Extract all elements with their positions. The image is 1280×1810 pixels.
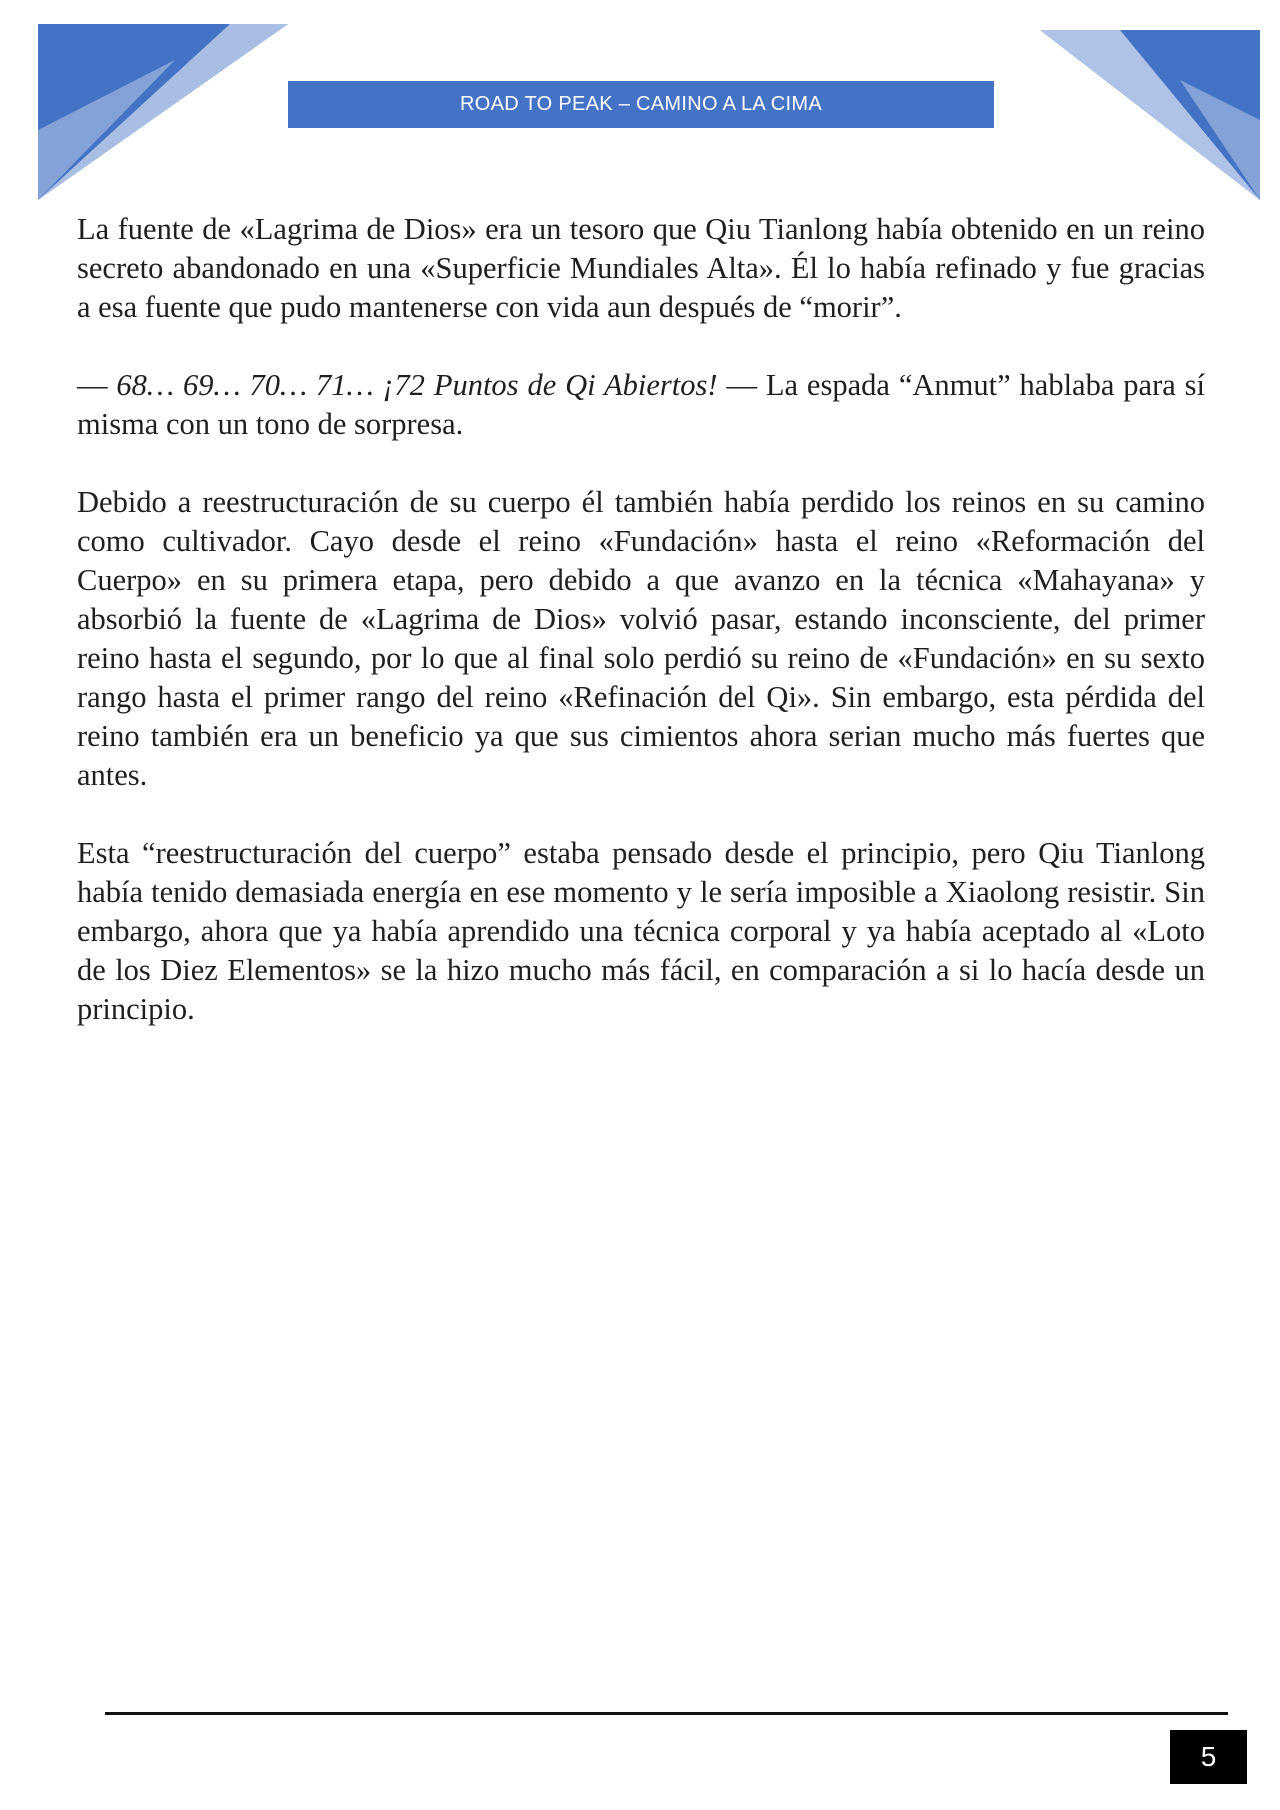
paragraph-2: [77, 366, 1205, 444]
header-corner-decoration-right: [990, 0, 1280, 210]
paragraph-1: La fuente de «Lagrima de Dios» era un tesoro que Qiu Tianlong había obtenido en un reino secreto abandonado en una «Superficie Mundiales Alta». Él lo había refinado y fue gracias a esa fuente que pudo mantenerse con vida aun después de “morir”.: [77, 212, 1205, 324]
header-corner-decoration-left: [0, 0, 300, 200]
paragraph-3: Debido a reestructuración de su cuerpo él también había perdido los reinos en su camino como cultivador. Cayo desde el reino «Fundación» hasta el reino «Reformación del Cuerpo» en su primera etapa, pero debido a que avanzo en la técnica «Mahayana» y absorbió la fuente de «Lagrima de Dios» volvió pasar, estando inconsciente, del primer reino hasta el segundo, por lo que al final solo perdió su reino de «Fundación» en su sexto rango hasta el primer rango del reino «Refinación del Qi». Sin embargo, esta pérdida del reino también era un beneficio ya que sus cimientos ahora serian mucho más fuertes que antes.: [77, 485, 1205, 792]
chapter-body: [77, 210, 1205, 1068]
dialogue-italic: 68… 69… 70… 71… ¡72 Puntos de Qi Abiertos!: [116, 368, 718, 402]
dialogue-narration: — La espada “Anmut” hablaba para sí misma con un tono de sorpresa.: [77, 368, 1206, 441]
header-title-banner: ROAD TO PEAK – CAMINO A LA CIMA: [288, 81, 994, 128]
paragraph-4: Esta “reestructuración del cuerpo” estaba pensado desde el principio, pero Qiu Tianlong había tenido demasiada energía en ese momento y le sería imposible a Xiaolong resistir. Sin embargo, ahora que ya había aprendido una técnica corporal y ya había aceptado al «Loto de los Diez Elementos» se la hizo mucho más fácil, en comparación a si lo hacía desde un principio.: [77, 836, 1205, 1026]
dialogue-dash: —: [77, 368, 117, 402]
page-number: 5: [1170, 1730, 1247, 1784]
footer-divider: [105, 1712, 1228, 1715]
